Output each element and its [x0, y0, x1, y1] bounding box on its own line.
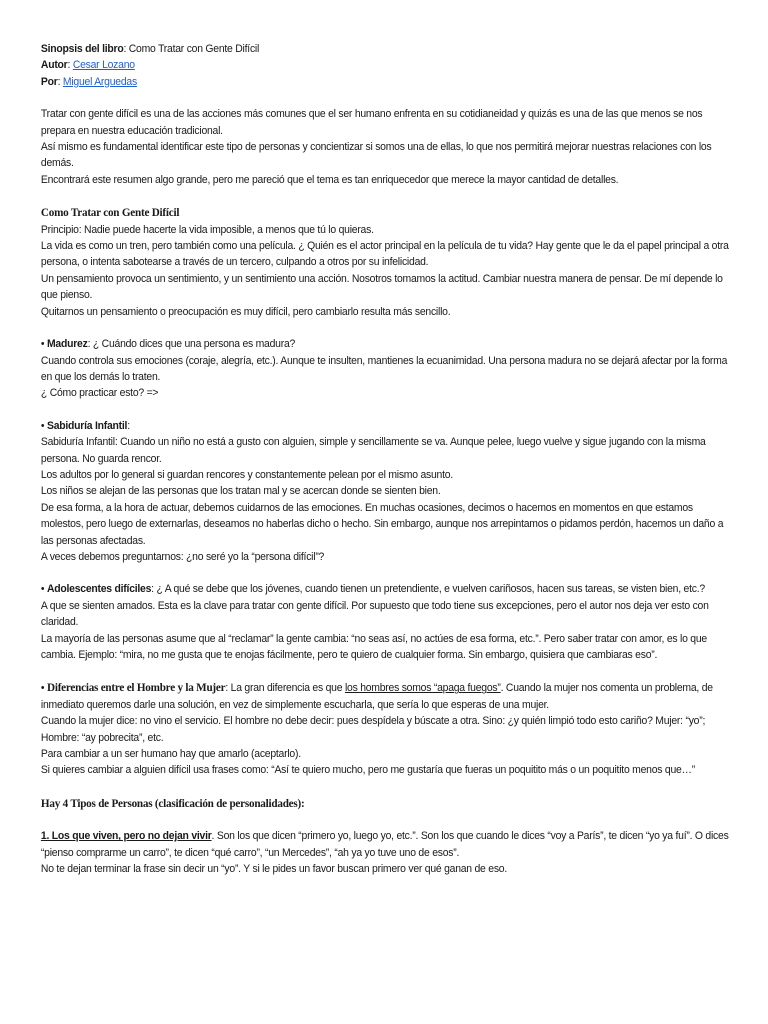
synopsis-line: Sinopsis del libro: Como Tratar con Gente Difícil: [40, 43, 260, 55]
intro-paragraph: Tratar con gente difícil es una de las acciones más comunes que el ser humano enfrenta en su cotidianeidad y quizás es una de las que menos se nos prepara en nuestra educación tradicional.: [40, 108, 703, 137]
tipo1-paragraph: No te dejan terminar la frase sin decir un “yo”. Y si le pides un favor buscan primero ver qué ganan de eso.: [40, 863, 508, 876]
author-link[interactable]: Cesar Lozano: [72, 59, 135, 72]
adolescentes-title: Adolescentes difíciles: [46, 583, 152, 596]
intro-paragraph: Así mismo es fundamental identificar este tipo de personas y concientizar si somos una de ellas, lo que nos permitirá mejorar nuestras relaciones con los demás.: [40, 141, 712, 170]
author-line: Autor: Cesar Lozano: [40, 59, 135, 72]
adolescentes-paragraph: La mayoría de las personas asume que al “reclamar” la gente cambia: “no seas así, no actúes de esa forma, etc.”. Pero saber tratar con amor, es lo que cambia. Ejemplo: “mira, no me gusta que te enojas fácilmente, pero te quiero de cualquier forma. Sin embargo, quisiera que cambiaras eso”.: [40, 632, 707, 661]
apaga-fuegos-underlined: los hombres somos “apaga fuegos”: [344, 682, 501, 695]
sabiduria-paragraph: Sabiduría Infantil: Cuando un niño no está a gusto con alguien, simple y sencillamente se va. Aunque pelee, luego vuelve y sigue jugando con la misma persona. No guarda rencor.: [40, 436, 706, 465]
diferencias-paragraph: Cuando la mujer dice: no vino el servicio. El hombre no debe decir: pues despídela y búscate a otra. Sino: ¿y quién limpió todo esto cariño? Mujer: “yo”; Hombre: “ay pobrecita”, etc.: [40, 715, 706, 744]
sabiduria-paragraph: De esa forma, a la hora de actuar, debemos cuidarnos de las emociones. En muchas ocasiones, decimos o hacemos en momentos en que estamos molestos, pero luego de externarlas, deseamos no haberlas dicho o hecho. Sin embargo, aunque nos arrepintamos o pidamos perdón, hacemos un daño a las personas afectadas.: [40, 501, 724, 547]
diferencias-heading: • Diferencias entre el Hombre y la Mujer: La gran diferencia es que los hombres somos “apaga fuegos”. Cuando la mujer nos comenta un problema, de inmediato queremos darle una solución, en vez de simplemente escucharla, que sería lo que esperas de una mujer.: [40, 680, 713, 711]
diferencias-paragraph: Para cambiar a un ser humano hay que amarlo (aceptarlo).: [40, 748, 301, 761]
section-title-main: Como Tratar con Gente Difícil: [40, 205, 180, 220]
main-paragraph: Principio: Nadie puede hacerte la vida imposible, a menos que tú lo quieras.: [40, 223, 374, 236]
synopsis-label: Sinopsis del libro: [40, 43, 124, 55]
sabiduria-paragraph: Los niños se alejan de las personas que los tratan mal y se acercan donde se sienten bien.: [40, 485, 441, 498]
adolescentes-paragraph: A que se sienten amados. Esta es la clave para tratar con gente difícil. Por supuesto que todo tiene sus excepciones, pero el autor nos deja ver esto con claridad.: [40, 599, 709, 629]
madurez-paragraph: Cuando controla sus emociones (coraje, alegría, etc.). Aunque te insulten, mantienes la ecuanimidad. Una persona madura no se dejará afectar por la forma en que los demás lo traten.: [40, 354, 728, 383]
sabiduria-heading: • Sabiduría Infantil:: [40, 419, 130, 432]
author-label: Autor: [40, 59, 68, 72]
main-paragraph: Un pensamiento provoca un sentimiento, y un sentimiento una acción. Nosotros tomamos la actitud. Cambiar nuestra manera de pensar. De mí depende lo que pienso.: [40, 272, 723, 302]
madurez-heading: • Madurez: ¿ Cuándo dices que una persona es madura?: [40, 338, 296, 351]
tipo1-title: 1. Los que viven, pero no dejan vivir: [40, 830, 212, 843]
diferencias-paragraph: Si quieres cambiar a alguien difícil usa frases como: “Así te quiero mucho, pero me gustaría que fueras un poquitito más o un poquitito menos que…”: [40, 764, 695, 777]
intro-paragraph: Encontrará este resumen algo grande, pero me pareció que el tema es tan enriquecedor que merece la mayor cantidad de detalles.: [40, 173, 619, 186]
sabiduria-paragraph: A veces debemos preguntarnos: ¿no seré yo la “persona difícil”?: [40, 550, 325, 563]
main-paragraph: La vida es como un tren, pero también como una película. ¿ Quién es el actor principal en la película de tu vida? Hay gente que le da el papel principal a otra persona, o intenta sabotearse a través de un tercero, culpando a otros por su infelicidad.: [40, 240, 729, 269]
adolescentes-heading: • Adolescentes difíciles: ¿ A qué se debe que los jóvenes, cuando tienen un pretendiente, e vuelven cariñosos, hacen sus tareas, se visten bien, etc.?: [40, 583, 705, 596]
madurez-paragraph: ¿ Cómo practicar esto? =>: [40, 387, 159, 400]
tipo1-heading: 1. Los que viven, pero no dejan vivir. Son los que dicen “primero yo, luego yo, etc.”. Son los que cuando le dices “voy a París”, te dicen “yo ya fuí”. O dices “pienso comprarme un carro”, te dicen “qué carro”, “un Mercedes”, “ah ya yo tuve uno de esos”.: [40, 830, 729, 859]
tipos-heading: Hay 4 Tipos de Personas (clasificación de personalidades):: [40, 795, 305, 810]
by-link[interactable]: Miguel Arguedas: [62, 75, 137, 88]
madurez-title: Madurez: [46, 338, 88, 351]
synopsis-value: Como Tratar con Gente Difícil: [128, 43, 260, 55]
diferencias-title: Diferencias entre el Hombre y la Mujer: [46, 680, 226, 695]
main-paragraph: Quitarnos un pensamiento o preocupación es muy difícil, pero cambiarlo resulta más sencillo.: [40, 305, 451, 318]
sabiduria-paragraph: Los adultos por lo general si guardan rencores y constantemente pelean por el mismo asunto.: [40, 468, 453, 481]
sabiduria-title: Sabiduría Infantil: [46, 419, 128, 432]
by-line: Por: Miguel Arguedas: [40, 75, 137, 88]
by-label: Por: [40, 75, 58, 88]
